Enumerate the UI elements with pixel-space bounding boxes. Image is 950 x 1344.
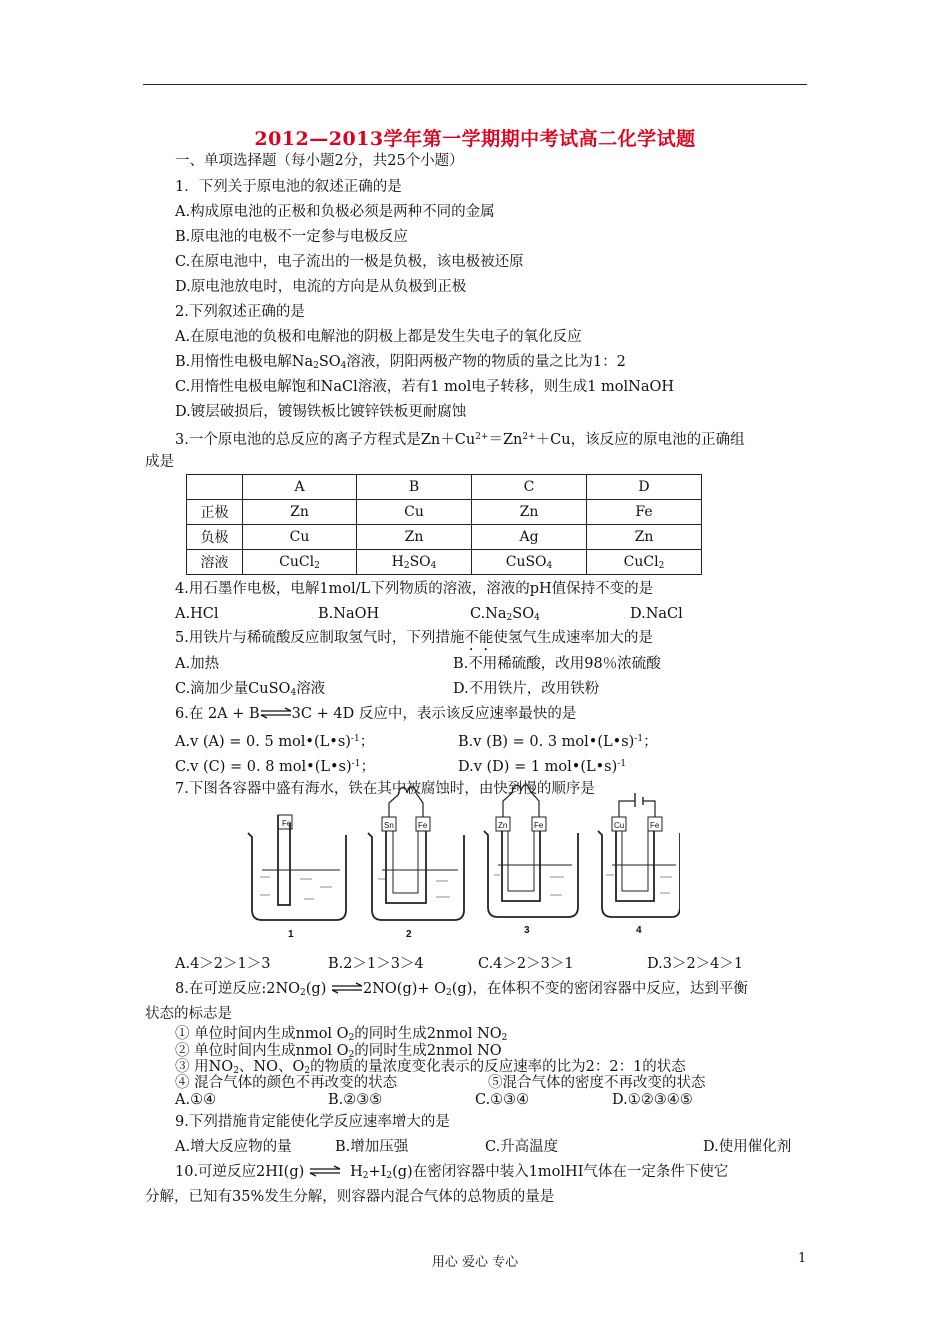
beaker-2	[368, 787, 464, 920]
electrode-label: Cu	[614, 821, 625, 830]
beaker-number: 1	[288, 929, 294, 940]
equilibrium-arrow-icon	[331, 982, 363, 994]
q8-option-d: D.①②③④⑤	[612, 1092, 693, 1108]
section-heading: 一、单项选择题（每小题2分，共25个小题）	[175, 153, 464, 169]
q4-option-b: B.NaOH	[318, 606, 380, 622]
q2-stem: 2.下列叙述正确的是	[175, 304, 305, 320]
q6-option-d: D.v (D) = 1 mol•(L•s)$^{-1}$	[458, 759, 627, 775]
q4-stem: 4.用石墨作电极，电解1mol/L下列物质的溶液，溶液的pH值保持不变的是	[175, 581, 654, 597]
q5-option-d: D.不用铁片，改用铁粉	[453, 681, 600, 697]
q2-option-b: B.用惰性电极电解$Na_2SO_4$溶液，阴阳两极产物的物质的量之比为1：2	[175, 354, 626, 371]
beaker-3	[484, 785, 578, 917]
q1-option-d: D.原电池放电时，电流的方向是从负极到正极	[175, 279, 467, 295]
equilibrium-arrow-icon	[260, 707, 292, 719]
page-title: 2012—2013学年第一学期期中考试高二化学试题	[254, 128, 696, 150]
table-row	[187, 550, 702, 575]
table-cell: $H_2SO_4$	[357, 550, 472, 575]
table-cell: Zn	[357, 525, 472, 550]
table-cell	[187, 475, 243, 500]
table-cell: CuSO$_4$	[472, 550, 587, 575]
q9-option-b: B.增加压强	[335, 1139, 409, 1155]
page-footer: 用心 爱心 专心	[431, 1255, 519, 1270]
q1-option-a: A.构成原电池的正极和负极必须是两种不同的金属	[175, 204, 495, 220]
q10-stem: 10.可逆反应2HI(g) $H_2+I_2(g)$在密闭容器中装入1molHI气体在一定条件下使它	[175, 1164, 729, 1181]
q3-table	[186, 474, 702, 575]
page-number: 1	[798, 1251, 807, 1266]
q5-option-a: A.加热	[175, 656, 220, 672]
electrode-label: Fe	[418, 821, 428, 830]
q9-option-a: A.增大反应物的量	[175, 1139, 292, 1155]
table-cell: Ag	[472, 525, 587, 550]
table-cell: Zn	[243, 500, 357, 525]
table-cell: Zn	[587, 525, 702, 550]
beaker-1	[248, 815, 346, 920]
q8-option-a: A.①④	[175, 1092, 217, 1108]
table-cell: 正极	[187, 500, 243, 525]
q8-item-3: ③ 用$NO_2$、NO、$O_2$的物质的量浓度变化表示的反应速率的比为2：2：1的状态	[175, 1059, 686, 1076]
table-cell: Zn	[472, 500, 587, 525]
q4-option-a: A.HCl	[175, 606, 219, 622]
q3-stem: 3.一个原电池的总反应的离子方程式是$Zn+Cu^{2+}=Zn^{2+}+Cu$，该反应的原电池的正确组	[175, 432, 745, 448]
q7-option-a: A.4＞2＞1＞3	[175, 956, 271, 972]
table-row	[187, 500, 702, 525]
q7-option-b: B.2＞1＞3＞4	[328, 956, 424, 972]
table-cell: 负极	[187, 525, 243, 550]
electrode-label: Fe	[534, 821, 544, 830]
table-cell: Fe	[587, 500, 702, 525]
table-cell: A	[243, 475, 357, 500]
q5-option-b: B.不用稀硫酸，改用98％浓硫酸	[453, 656, 661, 672]
q7-stem: 7.下图各容器中盛有海水，铁在其中被腐蚀时，由快到慢的顺序是	[175, 781, 595, 797]
table-cell: Cu	[357, 500, 472, 525]
table-cell: D	[587, 475, 702, 500]
q7-option-c: C.4＞2＞3＞1	[478, 956, 574, 972]
q5-option-c: C.滴加少量CuSO$_4$溶液	[175, 681, 326, 698]
emphasis-text: 不能	[464, 630, 494, 646]
q1-stem: 1．下列关于原电池的叙述正确的是	[175, 179, 402, 195]
q6-stem: 6.在 2A + B 3C + 4D 反应中，表示该反应速率最快的是	[175, 706, 577, 722]
table-cell: B	[357, 475, 472, 500]
q8-item-2: ② 单位时间内生成nmol $O_2$的同时生成2nmol NO	[175, 1043, 502, 1060]
equilibrium-arrow-icon	[309, 1165, 341, 1177]
q6-option-a: A.v (A) = 0. 5 mol•(L•s)$^{-1}$；	[175, 734, 375, 750]
q8-stem: 8.在可逆反应$:2NO_2(g)$ $2NO(g)+ O_2(g)$，在体积不变的密闭容器中反应，达到平衡	[175, 981, 748, 998]
table-row	[187, 525, 702, 550]
electrode-label: Fe	[650, 821, 660, 830]
q8-option-b: B.②③⑤	[328, 1092, 383, 1108]
q2-option-d: D.镀层破损后，镀锡铁板比镀锌铁板更耐腐蚀	[175, 404, 467, 420]
q8-item-4: ④ 混合气体的颜色不再改变的状态	[175, 1075, 398, 1091]
beaker-number: 2	[406, 929, 412, 940]
electrode-label: Fe	[282, 819, 292, 828]
table-header-row	[187, 475, 702, 500]
beaker-4	[598, 793, 680, 917]
q6-option-b: B.v (B) = 0. 3 mol•(L•s)$^{-1}$；	[458, 734, 658, 750]
table-cell: CuCl$_2$	[243, 550, 357, 575]
q4-option-c: $C.Na_2SO_4$	[470, 606, 540, 623]
q1-option-b: B.原电池的电极不一定参与电极反应	[175, 229, 408, 245]
table-cell: 溶液	[187, 550, 243, 575]
q8-stem-cont: 状态的标志是	[145, 1006, 232, 1022]
q9-option-d: D.使用催化剂	[703, 1139, 792, 1155]
q2-option-c: C.用惰性电极电解饱和NaCl溶液，若有1 mol电子转移，则生成1 molNaOH	[175, 379, 675, 395]
table-cell: Cu	[243, 525, 357, 550]
q8-item-5: ⑤混合气体的密度不再改变的状态	[488, 1075, 706, 1091]
q3-stem-cont: 成是	[145, 454, 174, 470]
electrode-label: Zn	[498, 821, 508, 830]
q2-option-a: A.在原电池的负极和电解池的阴极上都是发生失电子的氧化反应	[175, 329, 582, 345]
q8-item-1: ① 单位时间内生成nmol $O_2$的同时生成2nmol $NO_2$	[175, 1026, 508, 1043]
table-cell: C	[472, 475, 587, 500]
q6-option-c: C.v (C) = 0. 8 mol•(L•s)$^{-1}$；	[175, 759, 375, 775]
beaker-number: 4	[636, 925, 642, 936]
q5-stem: 5.用铁片与稀硫酸反应制取氢气时，下列措施不能使氢气生成速率加大的是	[175, 630, 653, 646]
q7-option-d: D.3＞2＞4＞1	[647, 956, 744, 972]
q1-option-c: C.在原电池中，电子流出的一极是负极，该电极被还原	[175, 254, 524, 270]
q10-stem-cont: 分解，已知有35%发生分解，则容器内混合气体的总物质的量是	[145, 1189, 555, 1205]
beaker-number: 3	[524, 925, 530, 936]
beaker-figure	[240, 775, 680, 940]
q4-option-d: D.NaCl	[630, 606, 683, 622]
q9-stem: 9.下列措施肯定能使化学反应速率增大的是	[175, 1114, 450, 1130]
q9-option-c: C.升高温度	[485, 1139, 559, 1155]
q8-option-c: C.①③④	[475, 1092, 530, 1108]
electrode-label: Sn	[384, 821, 394, 830]
table-cell: CuCl$_2$	[587, 550, 702, 575]
header-rule	[143, 84, 807, 85]
